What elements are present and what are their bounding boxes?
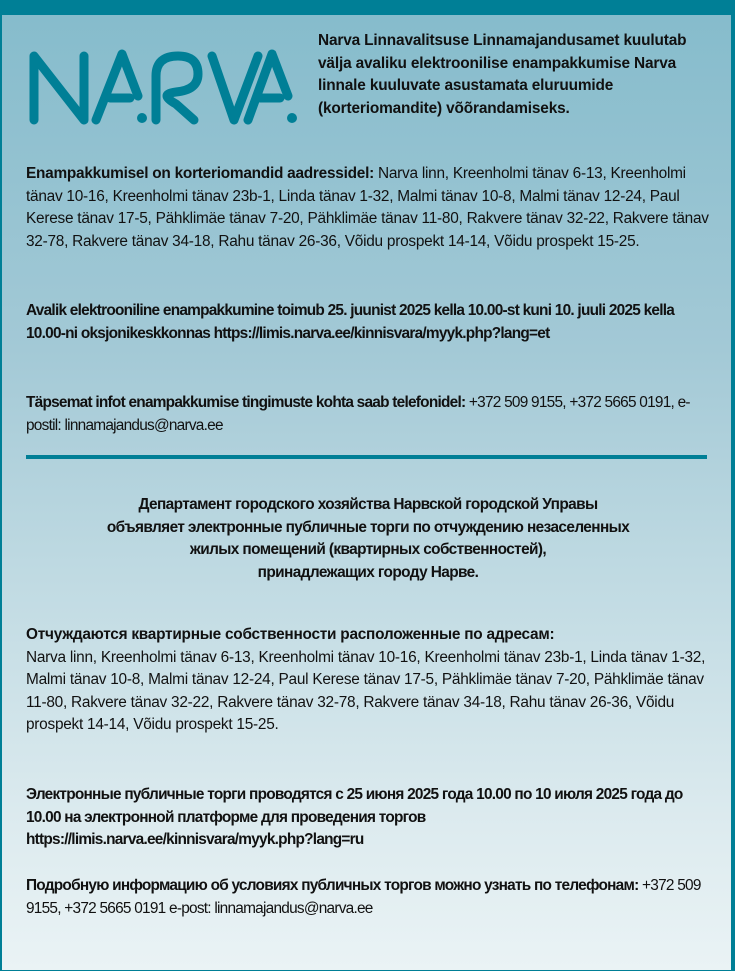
russian-title-line: объявляет электронные публичные торги по отчуждению незаселенных xyxy=(106,518,630,536)
estonian-addresses-list: Narva linn, Kreenholmi tänav 6-13, Kreenholmi tänav 10-16, Kreenholmi tänav 23b-1, Linda tänav 1-32, Malmi tänav 10-8, Malmi tänav 12-24, Paul Kerese tänav 17-5, Pähklimäe tänav 7-20, Pähklimäe tänav 11-80, Rakvere tänav 32-22, Rakvere tänav 32-78, Rakvere tänav 34-18, Rahu tänav 26-36, Võidu prospekt 14-14, Võidu prospekt 15-25. xyxy=(26,165,709,250)
section-divider xyxy=(26,455,707,459)
russian-contact-text: +372 509 9155, +372 5665 0191 e-post: linnamajandus@narva.ee xyxy=(26,877,701,917)
estonian-addresses-label: Enampakkumisel on korteriomandid aadressidel: xyxy=(26,165,374,182)
estonian-auction-text: Avalik elektrooniline enampakkumine toimub 25. juunist 2025 kella 10.00-st kuni 10. juuli 2025 kella 10.00-ni oksjonikeskkonnas https://limis.narva.ee/kinnisvara/myyk.php?lang=et xyxy=(26,302,675,342)
narva-logo xyxy=(26,46,298,128)
estonian-contact-text: +372 509 9155, +372 5665 0191, e-postil: linnamajandus@narva.ee xyxy=(26,394,690,434)
russian-auction-text: Электронные публичные торги проводятся с 25 июня 2025 года 10.00 по 10 июля 2025 года до 10.00 на электронной платформе для проведения торгов https://limis.narva.ee/kinnisvara/myyk.php?lang=ru xyxy=(26,786,683,848)
russian-title-line: Департамент городского хозяйства Нарвской городской Управы xyxy=(138,496,598,513)
estonian-contact xyxy=(26,392,710,437)
russian-title xyxy=(26,494,710,584)
estonian-addresses xyxy=(26,163,710,253)
estonian-contact-label: Täpsemat infot enampakkumise tingimuste kohta saab telefonidel: xyxy=(26,394,466,411)
estonian-header: Narva Linnavalitsuse Linnamajandusamet kuulutab välja avaliku elektroonilise enampakkumise Narva linnale kuuluvate asustamata eluruumide (korteriomandite) võõrandamiseks. xyxy=(318,32,687,117)
russian-addresses-label: Отчуждаются квартирные собственности расположенные по адресам: xyxy=(26,626,555,643)
russian-title-line: принадлежащих городу Нарве. xyxy=(257,563,479,581)
russian-contact-label: Подробную информацию об условиях публичных торгов можно узнать по телефонам: xyxy=(26,877,639,894)
russian-addresses-list: Narva linn, Kreenholmi tänav 6-13, Kreenholmi tänav 10-16, Kreenholmi tänav 23b-1, Linda tänav 1-32, Malmi tänav 10-8, Malmi tänav 12-24, Paul Kerese tänav 17-5, Pähklimäe tänav 7-20, Pähklimäe tänav 11-80, Rakvere tänav 32-22, Rakvere tänav 32-78, Rakvere tänav 34-18, Rahu tänav 26-36, Võidu prospekt 14-14, Võidu prospekt 15-25. xyxy=(26,648,706,733)
russian-title-line: жилых помещений (квартирных собственностей), xyxy=(189,541,547,558)
russian-contact xyxy=(26,875,710,920)
russian-addresses xyxy=(26,624,710,737)
